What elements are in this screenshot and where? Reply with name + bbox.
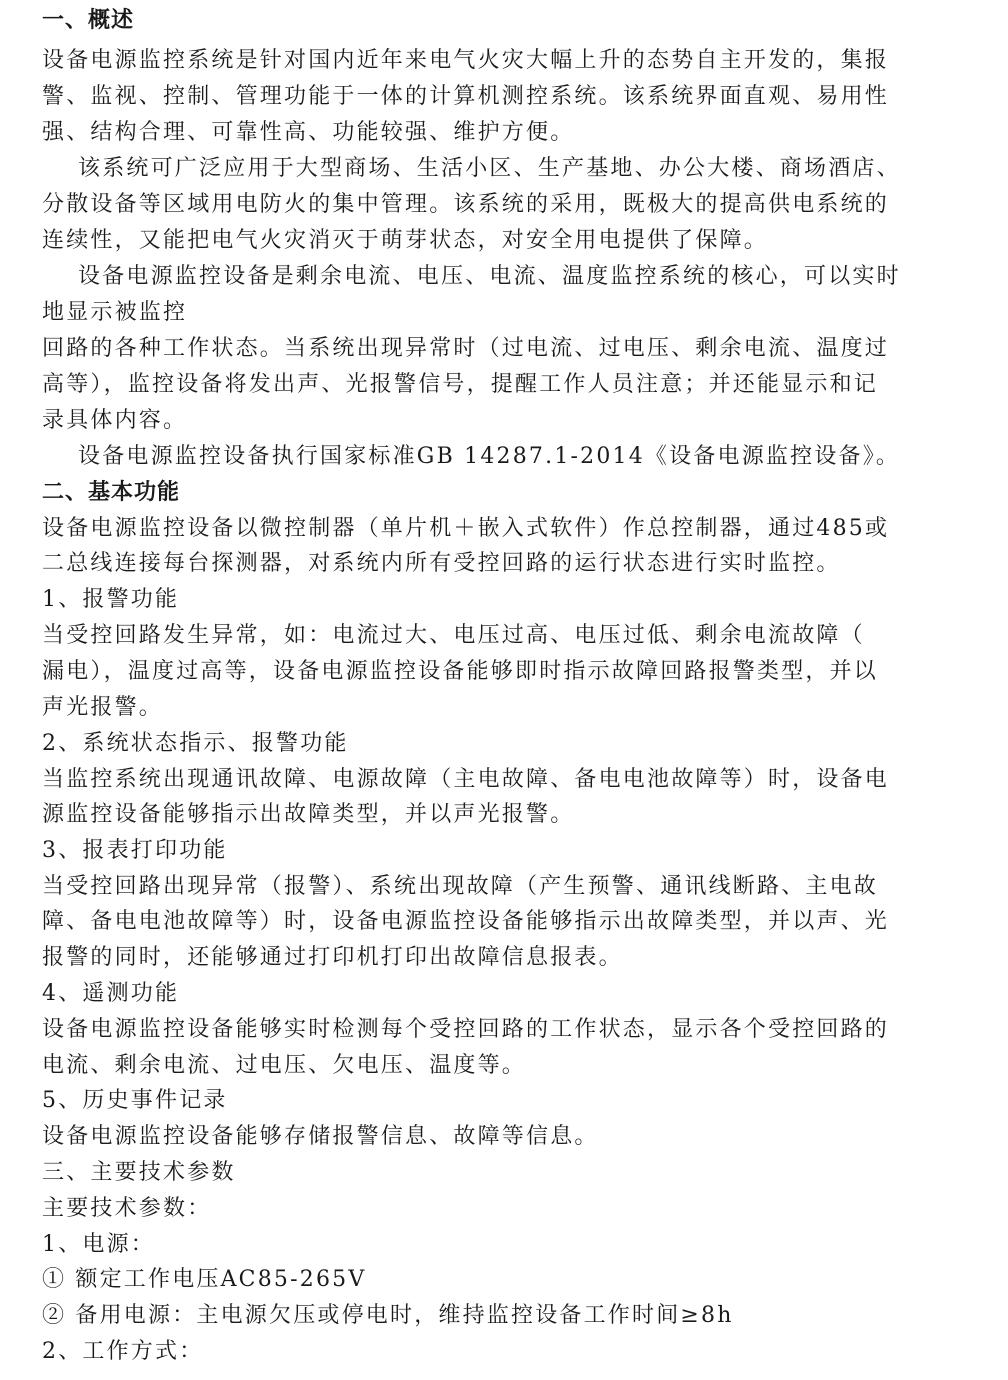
paragraph-line: 障、备电电池故障等）时，设备电源监控设备能够指示出故障类型，并以声、光: [42, 909, 890, 934]
subheading: 5、历史事件记录: [42, 1088, 228, 1113]
paragraph-line: 设备电源监控设备能够存储报警信息、故障等信息。: [42, 1124, 599, 1149]
subheading: 1、电源：: [42, 1232, 155, 1257]
subheading: 2、工作方式：: [42, 1339, 204, 1364]
paragraph-line: 当受控回路发生异常，如：电流过大、电压过高、电压过低、剩余电流故障（: [42, 623, 865, 648]
subheading: 3、报表打印功能: [42, 838, 228, 863]
section-heading-functions: 二、基本功能: [42, 480, 181, 505]
list-item: ② 备用电源：主电源欠压或停电时，维持监控设备工作时间≥8h: [42, 1303, 734, 1328]
paragraph-line: 二总线连接每台探测器，对系统内所有受控回路的运行状态进行实时监控。: [42, 551, 841, 576]
paragraph-line: 设备电源监控设备执行国家标准GB 14287.1-2014《设备电源监控设备》。: [78, 444, 901, 469]
paragraph-line: 地显示被监控: [42, 300, 188, 325]
paragraph-line: 主要技术参数：: [42, 1196, 212, 1221]
paragraph-line: 警、监视、控制、管理功能于一体的计算机测控系统。该系统界面直观、易用性: [42, 84, 890, 109]
paragraph-line: 声光报警。: [42, 695, 164, 720]
subheading: 1、报警功能: [42, 587, 180, 612]
paragraph-line: 设备电源监控设备是剩余电流、电压、电流、温度监控系统的核心，可以实时: [78, 264, 901, 289]
list-item: ① 额定工作电压AC85-265V: [42, 1267, 367, 1292]
paragraph-line: 设备电源监控设备能够实时检测每个受控回路的工作状态，显示各个受控回路的: [42, 1017, 890, 1042]
paragraph-line: 报警的同时，还能够通过打印机打印出故障信息报表。: [42, 945, 623, 970]
section-heading-overview: 一、概述: [42, 8, 135, 33]
paragraph-line: 当受控回路出现异常（报警）、系统出现故障（产生预警、通讯线断路、主电故: [42, 874, 879, 899]
paragraph-line: 高等），监控设备将发出声、光报警信号，提醒工作人员注意；并还能显示和记: [42, 372, 879, 397]
paragraph-line: 电流、剩余电流、过电压、欠电压、温度等。: [42, 1053, 527, 1078]
paragraph-line: 设备电源监控系统是针对国内近年来电气火灾大幅上升的态势自主开发的，集报: [42, 48, 890, 73]
paragraph-line: 强、结构合理、可靠性高、功能较强、维护方便。: [42, 120, 575, 145]
paragraph-line: 分散设备等区域用电防火的集中管理。该系统的采用，既极大的提高供电系统的: [42, 192, 890, 217]
paragraph-line: 连续性，又能把电气火灾消灭于萌芽状态，对安全用电提供了保障。: [42, 228, 769, 253]
subheading: 4、遥测功能: [42, 981, 180, 1006]
paragraph-line: 当监控系统出现通讯故障、电源故障（主电故障、备电电池故障等）时，设备电: [42, 767, 890, 792]
paragraph-line: 漏电），温度过高等，设备电源监控设备能够即时指示故障回路报警类型，并以: [42, 659, 879, 684]
paragraph-line: 源监控设备能够指示出故障类型，并以声光报警。: [42, 802, 575, 827]
section-heading-specs: 三、主要技术参数: [42, 1160, 236, 1185]
paragraph-line: 回路的各种工作状态。当系统出现异常时（过电流、过电压、剩余电流、温度过: [42, 336, 890, 361]
paragraph-line: 录具体内容。: [42, 408, 188, 433]
subheading: 2、系统状态指示、报警功能: [42, 731, 349, 756]
paragraph-line: 该系统可广泛应用于大型商场、生活小区、生产基地、办公大楼、商场酒店、: [78, 156, 901, 181]
paragraph-line: 设备电源监控设备以微控制器（单片机＋嵌入式软件）作总控制器，通过485或: [42, 516, 890, 541]
